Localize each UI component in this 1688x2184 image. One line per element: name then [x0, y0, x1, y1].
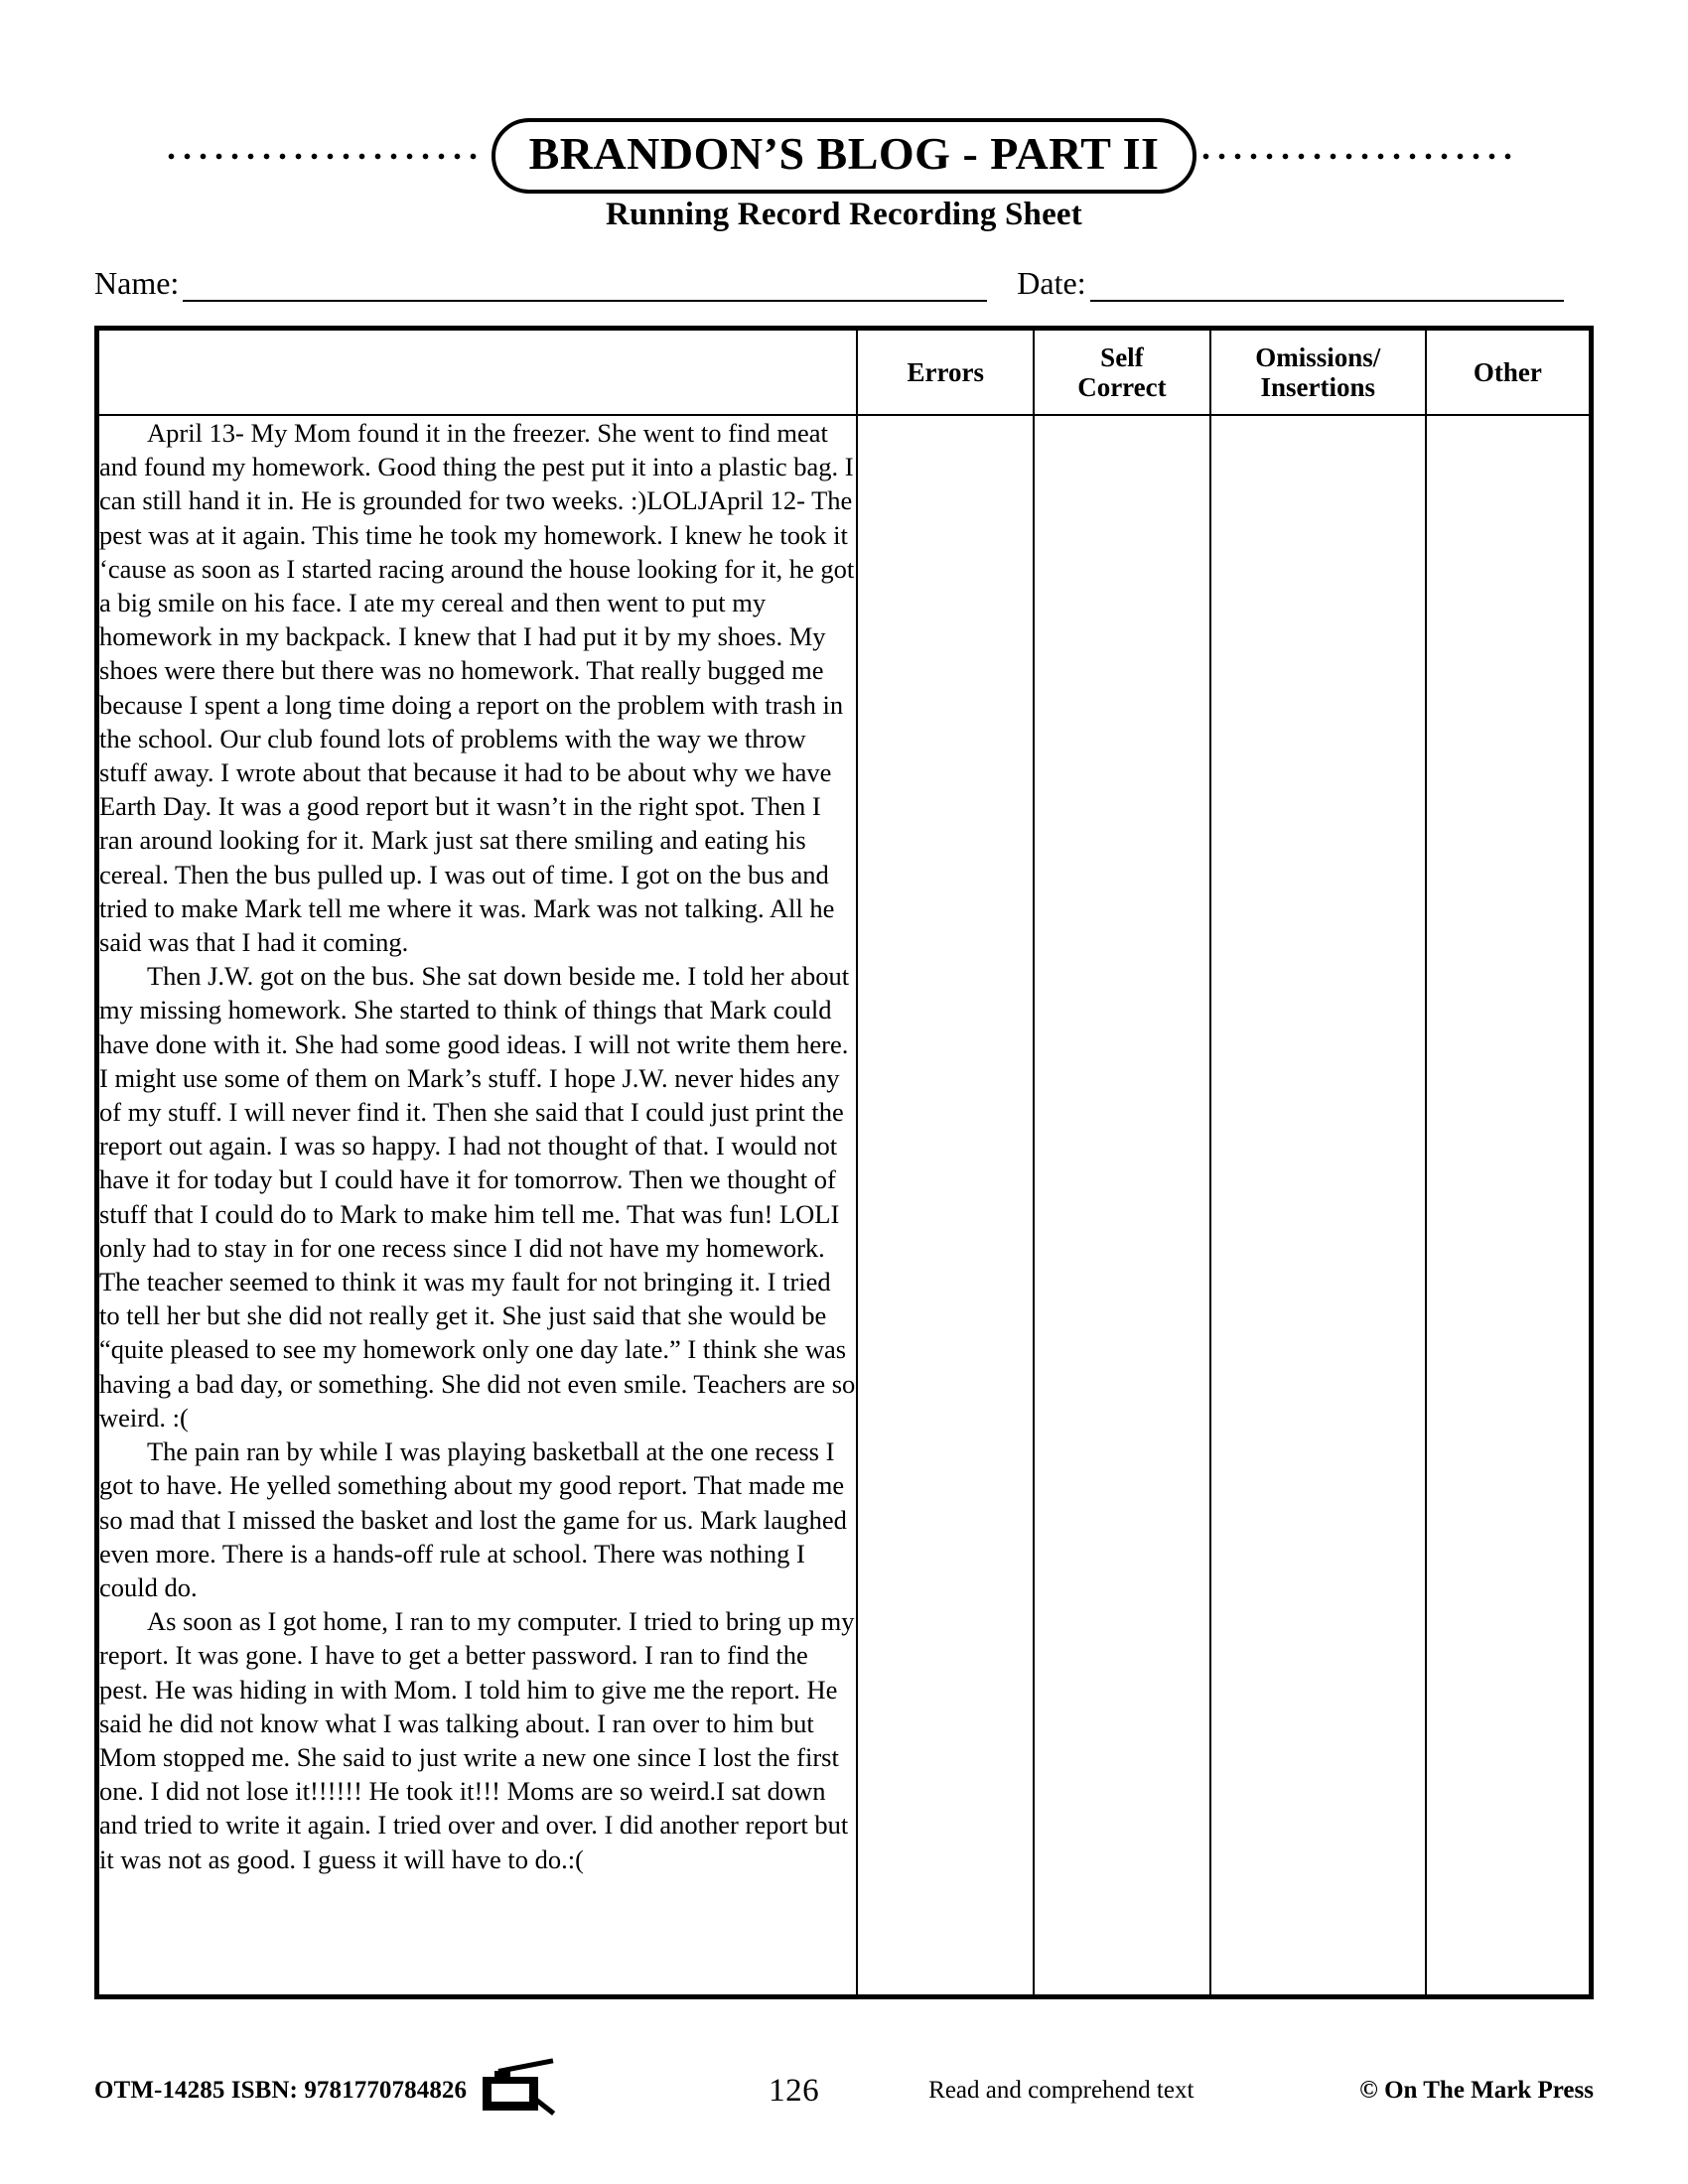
column-header-self-correct — [1034, 330, 1210, 415]
column-header-omissions-line1: Omissions/ — [1255, 341, 1381, 372]
other-cell[interactable] — [1426, 415, 1590, 1995]
omissions-insertions-cell[interactable] — [1210, 415, 1426, 1995]
paper-cutter-icon — [481, 2067, 558, 2115]
passage-paragraph: April 13- My Mom found it in the freezer. She went to find meat and found my homework. Good thing the pest put it into a plastic bag. I can still hand it in. He is grounded for two weeks. :)LOLJApril 12- The pest was at it again. This time he took my homework. I knew he took it ‘cause as soon as I started racing around the house looking for it, he got a big smile on his face. I ate my cereal and then went to put my homework in my backpack. I knew that I had put it by my shoes. My shoes were there but there was no homework. That really bugged me because I spent a long time doing a report on the problem with trash in the school. Our club found lots of problems with the way we throw stuff away. I wrote about that because it had to be about why we have Earth Day. It was a good report but it wasn’t in the right spot. Then I ran around looking for it. Mark just sat there smiling and eating his cereal. Then the bus pulled up. I was out of time. I got on the bus and tried to make Mark tell me where it was. Mark was not talking. All he said was that I had it coming. — [99, 418, 855, 958]
paper-cutter-icon-knob — [494, 2071, 510, 2082]
dotted-rule-left — [168, 151, 486, 161]
passage-cell — [98, 415, 857, 1995]
self-correct-cell[interactable] — [1034, 415, 1210, 1995]
footer-isbn: OTM-14285 ISBN: 9781770784826 — [94, 2077, 468, 2104]
title-pill — [492, 118, 1197, 194]
name-input[interactable] — [183, 266, 987, 302]
passage-paragraph: The pain ran by while I was playing basketball at the one recess I got to have. He yelled something about my good report. That made me so mad that I missed the basket and lost the game for us. Mark laughed even more. There is a hands-off rule at school. There was nothing I could do. — [99, 1436, 847, 1602]
date-input[interactable] — [1090, 266, 1564, 302]
column-header-other: Other — [1426, 330, 1590, 415]
name-label: Name: — [94, 265, 180, 301]
footer-page-number: 126 — [769, 2072, 820, 2109]
column-header-errors: Errors — [857, 330, 1034, 415]
column-header-omissions-line2: Insertions — [1260, 372, 1375, 402]
date-label: Date: — [1017, 265, 1086, 301]
table-header-row — [98, 330, 1590, 415]
table-header — [98, 330, 1590, 415]
column-header-passage — [98, 330, 857, 415]
footer-skill-label: Read and comprehend text — [928, 2077, 1195, 2104]
dotted-rule-right — [1202, 151, 1520, 161]
errors-cell[interactable] — [857, 415, 1034, 1995]
passage-text — [99, 416, 856, 1876]
dotted-rule-left-dots — [168, 153, 486, 160]
passage-paragraph: Then J.W. got on the bus. She sat down beside me. I told her about my missing homework. She started to think of things that Mark could have done with it. She had some good ideas. I will not write them here. I might use some of them on Mark’s stuff. I hope J.W. never hides any of my stuff. I will never find it. Then she said that I could just print the report out again. I was so happy. I had not thought of that. I would not have it for today but I could have it for tomorrow. Then we thought of stuff that I could do to Mark to make him tell me. That was fun! LOLI only had to stay in for one recess since I did not have my homework. The teacher seemed to think it was my fault for not bringing it. I tried to tell her but she did not really get it. She just said that she would be “quite pleased to see my homework only one day late.” I think she was having a bad day, or something. She did not even smile. Teachers are so weird. :( — [99, 961, 856, 1433]
page-title: BRANDON’S BLOG - PART II — [528, 128, 1160, 179]
column-header-self-correct-line2: Correct — [1077, 372, 1167, 402]
running-record-sheet — [94, 326, 1594, 1999]
name-date-row — [94, 256, 1564, 302]
table-body — [98, 415, 1590, 1995]
table-row — [98, 415, 1590, 1995]
page-banner — [0, 121, 1688, 191]
page-subtitle: Running Record Recording Sheet — [606, 197, 1082, 232]
column-header-self-correct-line1: Self — [1100, 341, 1144, 372]
footer-copyright: © On The Mark Press — [1359, 2077, 1594, 2104]
page-footer — [94, 2063, 1594, 2118]
paper-cutter-icon-screen — [492, 2084, 529, 2102]
dotted-rule-right-dots — [1202, 153, 1520, 160]
column-header-omissions-insertions — [1210, 330, 1426, 415]
running-record-table — [97, 329, 1591, 1996]
passage-paragraph: As soon as I got home, I ran to my computer. I tried to bring up my report. It was gone. I have to get a better password. I ran to find the pest. He was hiding in with Mom. I told him to give me the report. He said he did not know what I was talking about. I ran over to him but Mom stopped me. She said to just write a new one since I lost the first one. I did not lose it!!!!!! He took it!!! Moms are so weird.I sat down and tried to write it again. I tried over and over. I did another report but it was not as good. I guess it will have to do.:( — [99, 1606, 855, 1874]
